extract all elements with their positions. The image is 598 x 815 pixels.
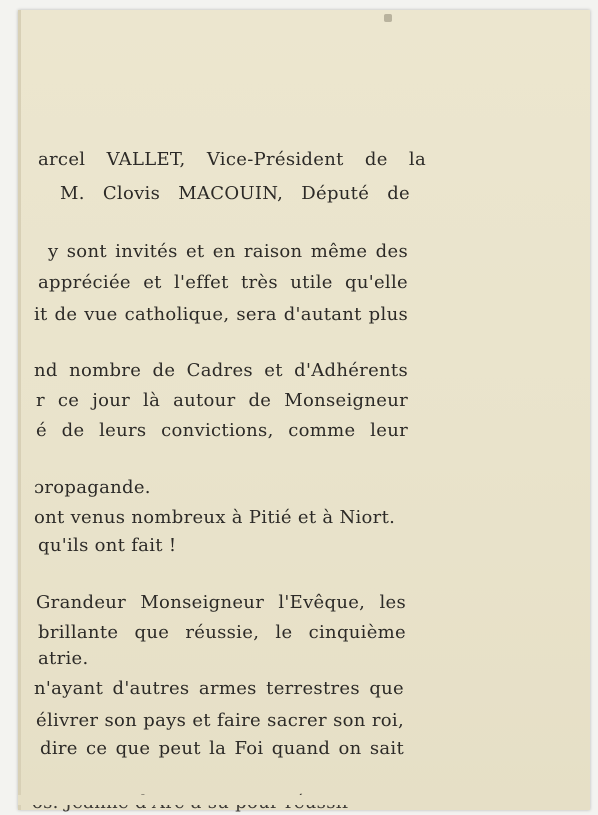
text-line: ɔropagande. [34, 477, 151, 498]
text-line: qu'ils ont fait ! [38, 535, 177, 556]
text-line: appréciée et l'effet très utile qu'elle [38, 272, 408, 293]
text-line: y sont invités et en raison même des [48, 241, 408, 262]
text-line: dire ce que peut la Foi quand on sait [40, 738, 404, 759]
text-line: Grandeur Monseigneur l'Evêque, les [36, 592, 406, 613]
text-line: élivrer son pays et faire sacrer son roi, [36, 710, 404, 731]
text-line: M. Clovis MACOUIN, Député de [60, 183, 410, 204]
text-line: arcel VALLET, Vice-Président de la [38, 149, 426, 170]
paper-sheet [18, 10, 590, 810]
text-line: ont venus nombreux à Pitié et à Niort. [34, 507, 396, 528]
text-line: brillante que réussie, le cinquième [38, 622, 406, 643]
text-line: nd nombre de Cadres et d'Adhérents [34, 360, 408, 381]
text-line: n'ayant d'autres armes terrestres que [34, 678, 404, 699]
paper-mark [384, 14, 392, 22]
torn-bottom-edge [18, 795, 578, 805]
text-line: atrie. [38, 648, 89, 669]
text-line: r ce jour là autour de Monseigneur [36, 390, 408, 411]
text-line: it de vue catholique, sera d'autant plus [34, 304, 408, 325]
text-line: é de leurs convictions, comme leur [36, 420, 408, 441]
